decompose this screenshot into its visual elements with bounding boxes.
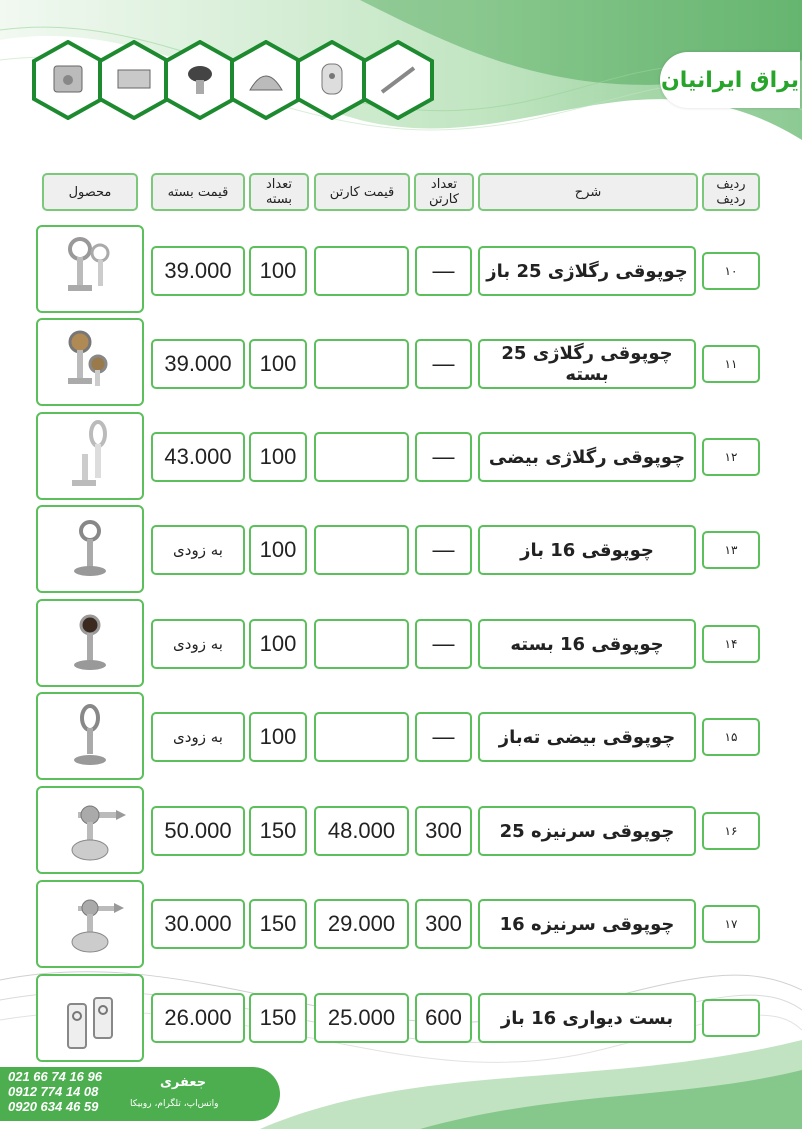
row-carton-count: — [415,619,472,669]
row-number: ۱۳ [702,531,760,569]
row-pack-count: 100 [249,339,307,389]
row-pack-price: 43.000 [151,432,245,482]
product-image[interactable] [36,412,144,500]
product-image[interactable] [36,599,144,687]
product-image[interactable] [36,505,144,593]
row-carton-price [314,525,409,575]
row-number: ۱۷ [702,905,760,943]
product-image[interactable] [36,974,144,1062]
header-carton-count: تعداد کارتن [414,173,474,211]
phone-list [8,1069,102,1114]
header-product: محصول [42,173,138,211]
oval-bracket-pair-icon [38,414,142,498]
row-carton-price [314,246,409,296]
brand-logo [660,52,800,108]
row-carton-count: — [415,432,472,482]
row-pack-price: 39.000 [151,246,245,296]
row-carton-price [314,339,409,389]
row-carton-count: — [415,246,472,296]
row-carton-price: 48.000 [314,806,409,856]
rail-icon[interactable] [358,40,438,120]
ring-stand-icon [38,507,142,591]
row-carton-price [314,712,409,762]
contact-name: جعفری [160,1075,207,1090]
header-pack-count: تعداد بسته [249,173,309,211]
row-description: بست دیواری 16 باز [478,993,696,1043]
row-pack-price: 39.000 [151,339,245,389]
row-carton-price [314,619,409,669]
spear-bracket-small-icon [38,882,142,966]
row-carton-count: 300 [415,806,472,856]
brand-logo-text: یراق ایرانیان [660,67,800,93]
closed-stand-icon [38,601,142,685]
row-pack-price: 30.000 [151,899,245,949]
row-carton-count: — [415,712,472,762]
row-description: چوپوقی بیضی ته‌باز [478,712,696,762]
contact-footer [0,1067,280,1121]
row-description: چوپوقی رگلاژی 25 باز [478,246,696,296]
row-carton-price [314,432,409,482]
row-number: ۱۰ [702,252,760,290]
row-description: چوپوقی سرنیزه 25 [478,806,696,856]
closed-bracket-pair-icon [38,320,142,404]
row-carton-count: — [415,525,472,575]
phone-number[interactable]: 0920 634 46 59 [8,1099,99,1114]
row-carton-count: — [415,339,472,389]
row-carton-count: 600 [415,993,472,1043]
row-number: ۱۶ [702,812,760,850]
row-number: ۱۲ [702,438,760,476]
row-pack-price: به زودی [151,525,245,575]
row-description: چوپوقی رگلاژی 25 بسته [478,339,696,389]
round-bracket-pair-icon [38,227,142,311]
phone-number[interactable]: 021 66 74 16 96 [8,1069,102,1084]
header-carton-price: قیمت کارتن [314,173,410,211]
row-description: چوپوقی 16 باز [478,525,696,575]
row-number: ۱۱ [702,345,760,383]
row-pack-count: 150 [249,993,307,1043]
row-number [702,999,760,1037]
row-pack-price: 26.000 [151,993,245,1043]
row-pack-count: 100 [249,432,307,482]
row-pack-price: 50.000 [151,806,245,856]
spear-bracket-icon [38,788,142,872]
row-pack-count: 100 [249,525,307,575]
header-row-number: ردیف ردیف [702,173,760,211]
row-description: چوپوقی 16 بسته [478,619,696,669]
oval-stand-icon [38,694,142,778]
row-description: چوپوقی سرنیزه 16 [478,899,696,949]
row-description: چوپوقی رگلاژی بیضی [478,432,696,482]
row-number: ۱۵ [702,718,760,756]
row-carton-price: 25.000 [314,993,409,1043]
row-pack-price: به زودی [151,619,245,669]
row-pack-price: به زودی [151,712,245,762]
contact-channels: واتس‌اپ، تلگرام، روبیکا [130,1099,219,1109]
row-pack-count: 150 [249,806,307,856]
product-image[interactable] [36,692,144,780]
row-pack-count: 150 [249,899,307,949]
header-description: شرح [478,173,698,211]
header-pack-price: قیمت بسته [151,173,245,211]
row-number: ۱۴ [702,625,760,663]
row-pack-count: 100 [249,619,307,669]
wall-clamp-icon [38,976,142,1060]
product-image[interactable] [36,225,144,313]
row-carton-price: 29.000 [314,899,409,949]
product-image[interactable] [36,880,144,968]
row-pack-count: 100 [249,712,307,762]
product-image[interactable] [36,318,144,406]
row-carton-count: 300 [415,899,472,949]
row-pack-count: 100 [249,246,307,296]
product-image[interactable] [36,786,144,874]
phone-number[interactable]: 0912 774 14 08 [8,1084,99,1099]
